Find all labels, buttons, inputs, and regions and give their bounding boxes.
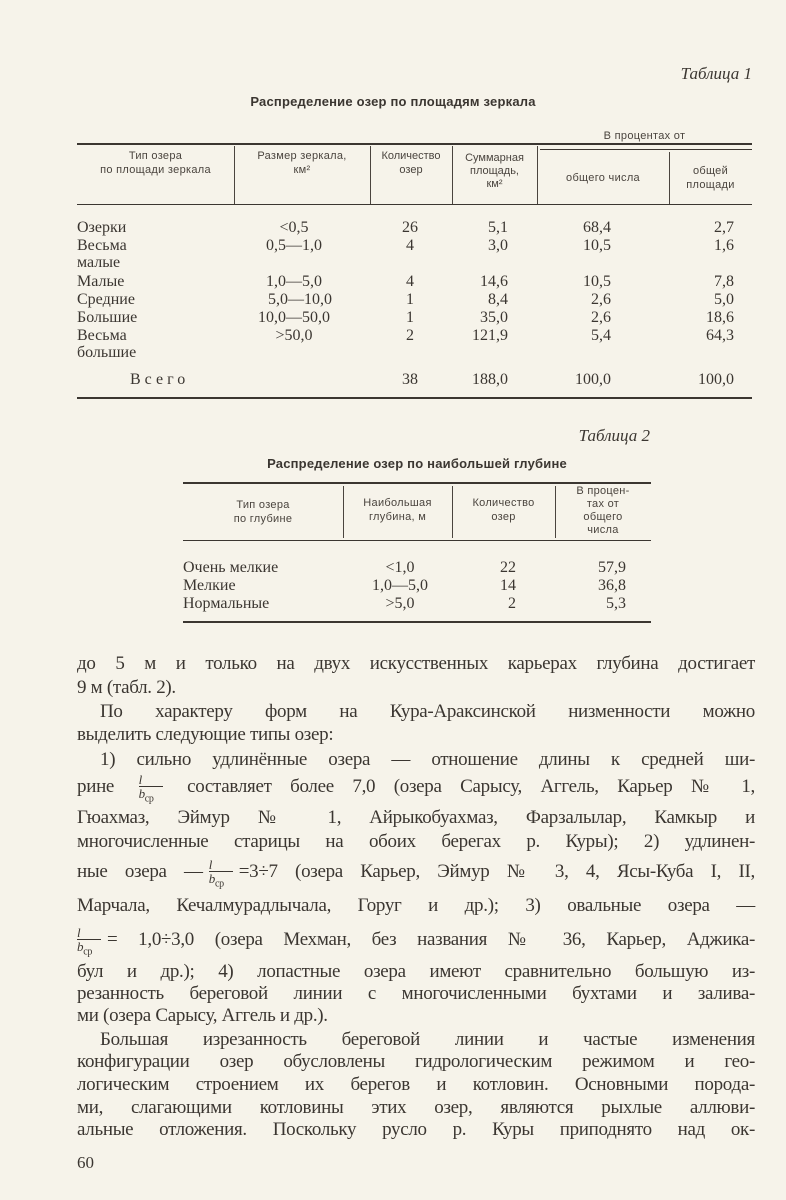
cell-type: Очень мелкие (183, 559, 279, 576)
cell-size: 0,5—1,0 (266, 237, 322, 254)
cell-pct-count: 5,4 (591, 327, 611, 344)
cell-area: 5,1 (488, 219, 508, 236)
header-pct-count: общего числа (566, 172, 640, 184)
header-area: Суммарная площадь, км² (465, 152, 524, 190)
text-line: ми (озера Сарысу, Аггель и др.). (77, 1005, 328, 1026)
cell-depth: 1,0—5,0 (372, 577, 428, 594)
cell-pct-area: 7,8 (714, 273, 734, 290)
cell-pct-count: 10,5 (583, 237, 611, 254)
cell-percent: 36,8 (598, 577, 626, 594)
header-size: Размер зеркала, км² (257, 150, 347, 176)
table2-title: Распределение озер по наибольшей глубине (267, 456, 567, 471)
cell-type: Весьма большие (77, 327, 137, 361)
cell-count: 2 (508, 595, 516, 612)
table1-caption: Таблица 1 (680, 64, 752, 83)
cell-pct-count: 10,5 (583, 273, 611, 290)
cell-area: 188,0 (472, 371, 508, 388)
cell-count: 4 (406, 237, 414, 254)
header-depth: Наибольшая глубина, м (363, 497, 432, 523)
text-line: ные озера — l $b_{ср}$ =3÷7 (озера Карьер, Эймур № 3, 4, Ясы-Куба I, II, (77, 857, 755, 890)
cell-pct-area: 2,7 (714, 219, 734, 236)
cell-pct-area: 1,6 (714, 237, 734, 254)
header-percent: В процен- тах от общего числа (576, 485, 630, 536)
cell-type: Озерки (77, 219, 127, 236)
header-type: Тип озера по площади зеркала (100, 150, 211, 176)
header-percent-group: В процентах от (603, 130, 686, 142)
text-line: Гюахмаз, Эймур № 1, Айрыкобуахмаз, Фарзалылар, Камкыр и (77, 807, 755, 828)
cell-pct-area: 64,3 (706, 327, 734, 344)
cell-pct-area: 100,0 (698, 371, 734, 388)
text-line: до 5 м и только на двух искусственных карьерах глубина достигает (77, 653, 755, 674)
cell-area: 3,0 (488, 237, 508, 254)
cell-size: >50,0 (275, 327, 313, 344)
header-count: Количество озер (381, 150, 441, 176)
cell-size: 5,0—10,0 (268, 291, 332, 308)
table2-caption: Таблица 2 (578, 426, 650, 445)
cell-percent: 5,3 (606, 595, 626, 612)
cell-count: 22 (500, 559, 516, 576)
text-line: бул и др.); 4) лопастные озера имеют сравнительно большую из- (77, 961, 755, 982)
cell-pct-area: 18,6 (706, 309, 734, 326)
cell-pct-count: 68,4 (583, 219, 611, 236)
text-line: альные отложения. Поскольку русло р. Куры приподнято над ок- (77, 1119, 755, 1140)
cell-pct-count: 2,6 (591, 291, 611, 308)
cell-total-label: Всего (130, 371, 190, 388)
cell-type: Весьма малые (77, 237, 127, 271)
text-line: ми, слагающими котловины этих озер, являются рыхлые аллюви- (77, 1097, 755, 1118)
cell-area: 121,9 (472, 327, 508, 344)
cell-depth: <1,0 (385, 559, 415, 576)
header-type: Тип озера по глубине (233, 499, 293, 525)
table1-title: Распределение озер по площадям зеркала (250, 94, 536, 109)
text-line: логическим строением их берегов и котловин. Основными порода- (77, 1074, 755, 1095)
cell-area: 14,6 (480, 273, 508, 290)
text-line: многочисленные старицы на обоих берегах р. Куры); 2) удлинен- (77, 831, 755, 852)
text-line: По характеру форм на Кура-Араксинской низменности можно (100, 701, 755, 722)
table2-bottom-rule (183, 621, 651, 623)
cell-count: 4 (406, 273, 414, 290)
text-line: 9 м (табл. 2). (77, 677, 176, 698)
header-pct-area: общей площади (686, 165, 735, 191)
text-line: рине l $b_{ср}$ составляет более 7,0 (озера Сарысу, Аггель, Карьер № 1, (77, 772, 755, 805)
table1-subheader-rule (540, 149, 752, 150)
cell-type: Средние (77, 291, 135, 308)
text-line: конфигурации озер обусловлены гидрологическим режимом и гео- (77, 1051, 755, 1072)
text-line: 1) сильно удлинённые озера — отношение длины к средней ши- (100, 749, 755, 770)
table1-header-rule (77, 204, 752, 205)
header-count: Количество озер (472, 497, 535, 523)
cell-count: 26 (402, 219, 418, 236)
cell-pct-count: 100,0 (575, 371, 611, 388)
fraction-l-over-bcp: l $b_{ср}$ (139, 776, 163, 798)
cell-type: Нормальные (183, 595, 270, 612)
cell-pct-count: 2,6 (591, 309, 611, 326)
cell-percent: 57,9 (598, 559, 626, 576)
table2-top-rule (183, 482, 651, 484)
cell-size: 1,0—5,0 (266, 273, 322, 290)
cell-size: 10,0—50,0 (258, 309, 330, 326)
text-line: l $b_{ср}$ = 1,0÷3,0 (озера Мехман, без названия № 36, Карьер, Аджика- (77, 925, 755, 958)
text-line: выделить следующие типы озер: (77, 724, 334, 745)
cell-count: 14 (500, 577, 516, 594)
text-line: резанность береговой линии с многочисленными бухтами и залива- (77, 983, 755, 1004)
text-line: Марчала, Кечалмурадлычала, Горуг и др.); 3) овальные озера — (77, 895, 755, 916)
fraction-l-over-bcp: l $b_{ср}$ (209, 861, 233, 883)
cell-pct-area: 5,0 (714, 291, 734, 308)
table2-header-rule (183, 540, 651, 541)
cell-type: Мелкие (183, 577, 236, 594)
cell-count: 38 (402, 371, 418, 388)
text-line: Большая изрезанность береговой линии и частые изменения (100, 1029, 755, 1050)
cell-depth: >5,0 (385, 595, 415, 612)
cell-count: 2 (406, 327, 414, 344)
table1-bottom-rule (77, 397, 752, 399)
cell-area: 35,0 (480, 309, 508, 326)
cell-count: 1 (406, 291, 414, 308)
table1-top-rule (77, 143, 752, 145)
cell-area: 8,4 (488, 291, 508, 308)
cell-count: 1 (406, 309, 414, 326)
cell-type: Малые (77, 273, 125, 290)
cell-type: Большие (77, 309, 138, 326)
page-number: 60 (77, 1153, 94, 1172)
fraction-l-over-bcp: l $b_{ср}$ (77, 929, 101, 951)
cell-size: <0,5 (279, 219, 309, 236)
